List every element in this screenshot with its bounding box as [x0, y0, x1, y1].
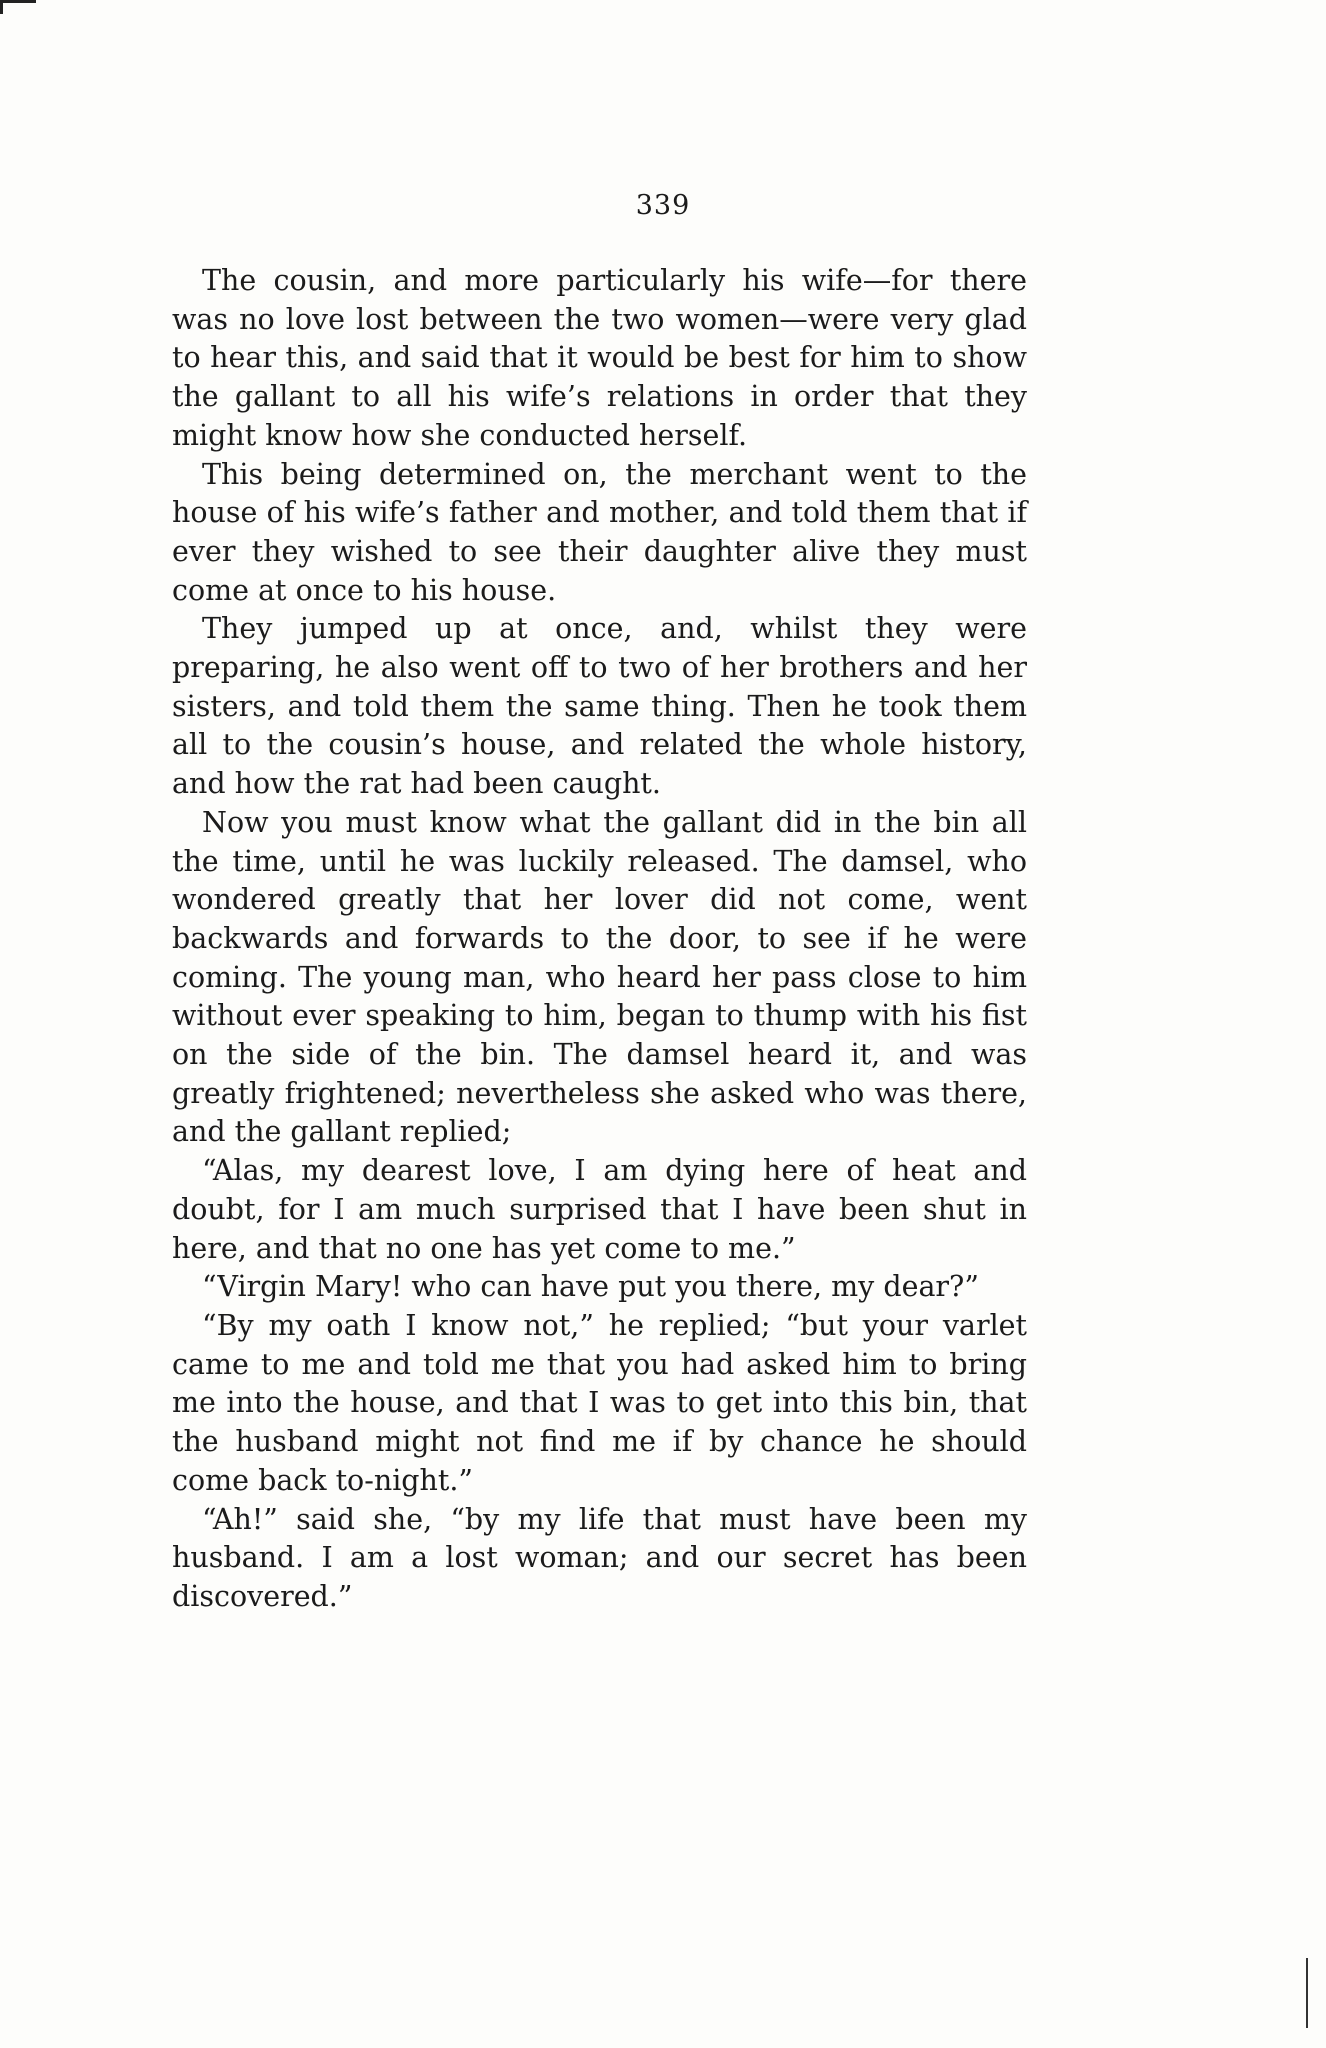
- paragraph-8: “Ah!” said she, “by my life that must have been my husband. I am a lost woman; and our secret has been discovered.”: [172, 1502, 1027, 1613]
- body-text: [172, 262, 1027, 1617]
- paragraph-2: This being determined on, the merchant went to the house of his wife’s father and mother, and told them that if ever they wished to see their daughter alive they must come at once to his house.: [172, 457, 1027, 607]
- scan-edge-mark: [1306, 1958, 1308, 2028]
- page-number: 339: [635, 190, 691, 221]
- paragraph-4: Now you must know what the gallant did in the bin all the time, until he was luckily released. The damsel, who wondered greatly that her lover did not come, went backwards and forwards to the door, to see if he were coming. The young man, who heard her pass close to him without ever speaking to him, began to thump with his fist on the side of the bin. The damsel heard it, and was greatly frightened; nevertheless she asked who was there, and the gallant replied;: [172, 805, 1027, 1149]
- paragraph-3: They jumped up at once, and, whilst they were preparing, he also went off to two of her brothers and her sisters, and told them the same thing. Then he took them all to the cousin’s house, and related the whole history, and how the rat had been caught.: [172, 612, 1027, 801]
- paragraph-5: “Alas, my dearest love, I am dying here of heat and doubt, for I am much surprised that I have been shut in here, and that no one has yet come to me.”: [172, 1154, 1027, 1265]
- scan-corner-mark: [0, 0, 36, 3]
- paragraph-7: “By my oath I know not,” he replied; “but your varlet came to me and told me that you had asked him to bring me into the house, and that I was to get into this bin, that the husband might not find me if by chance he should come back to-night.”: [172, 1308, 1027, 1497]
- paragraph-1: The cousin, and more particularly his wife—for there was no love lost between the two women—were very glad to hear this, and said that it would be best for him to show the gallant to all his wife’s relations in order that they might know how she conducted herself.: [172, 264, 1027, 452]
- paragraph-6: “Virgin Mary! who can have put you there, my dear?”: [202, 1270, 979, 1304]
